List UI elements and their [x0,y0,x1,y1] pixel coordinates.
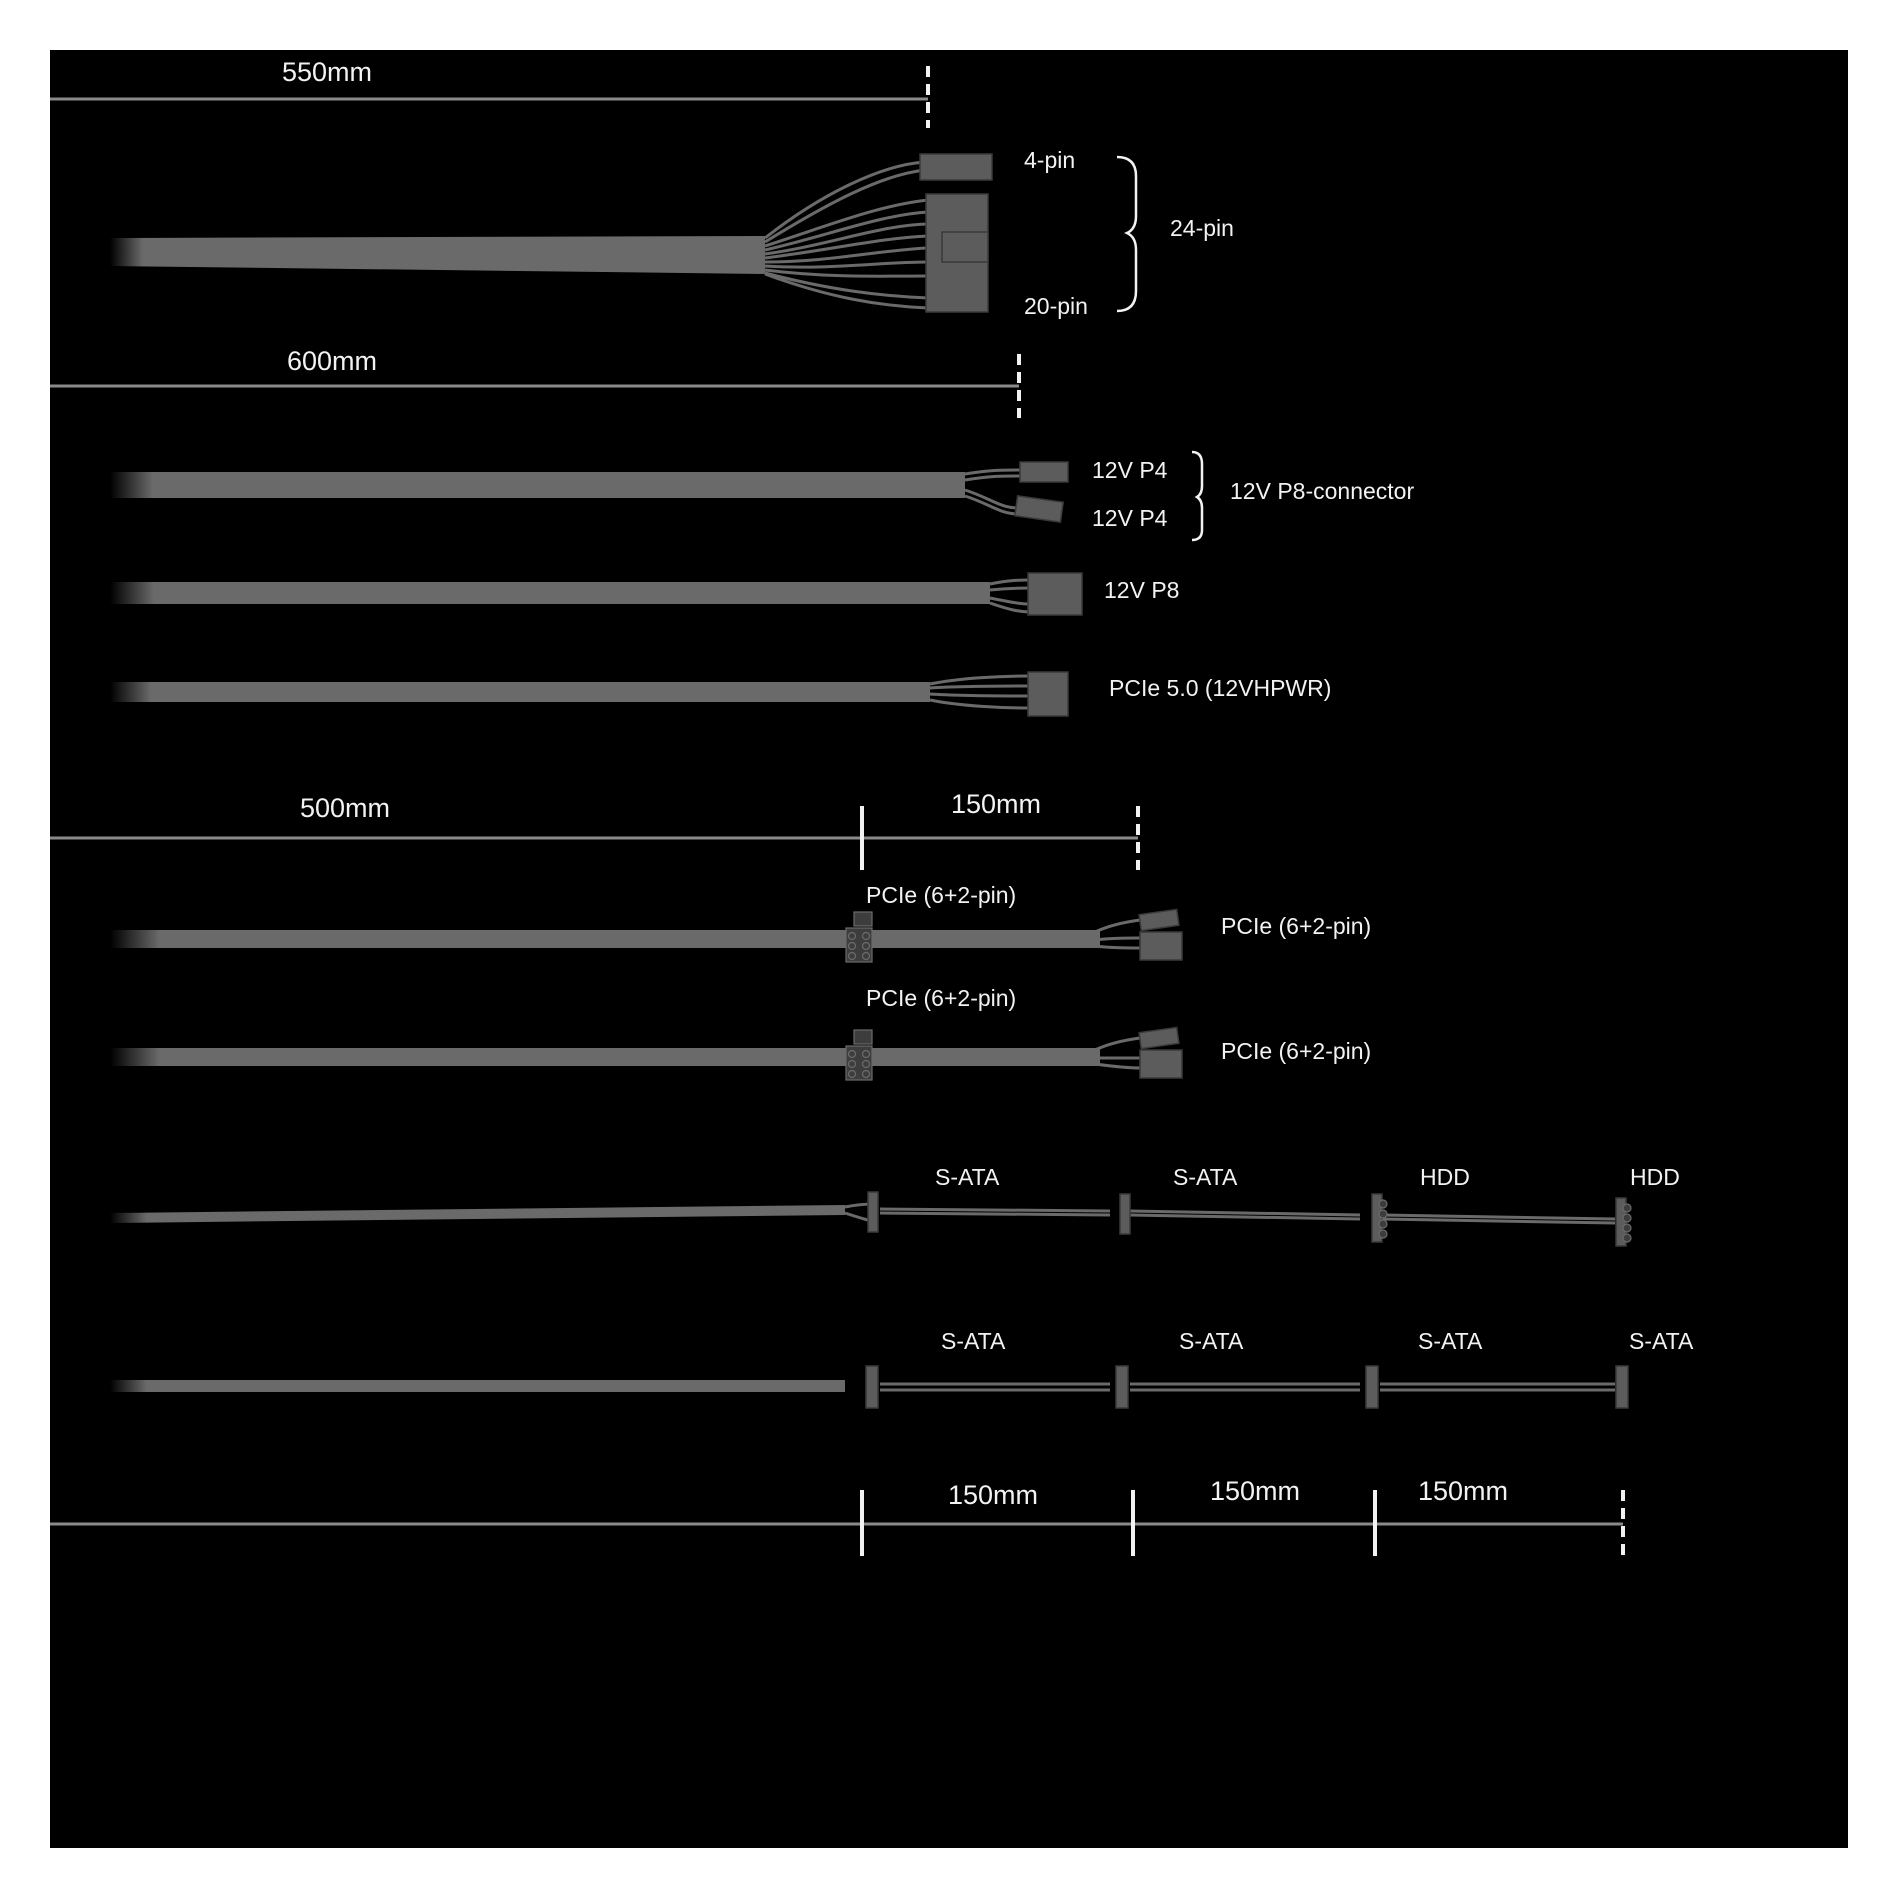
peripheral-cable1-sata-connector-1 [868,1192,878,1232]
p8-connector-group-label: 12V P8-connector [1230,478,1415,504]
peripheral-cable1-group [110,1164,1680,1246]
p4-connector-b [1015,496,1063,522]
atx-4pin-label: 4-pin [1024,147,1076,173]
pcie-cable1-last-label: PCIe (6+2-pin) [1221,913,1372,939]
p4-cable-sleeve [110,472,965,498]
pcie5-cable-sleeve [110,682,930,702]
p8-cable-sleeve [110,582,990,604]
pcie-length-label: 500mm [300,793,391,823]
pcie-cable2-end-connector-2pin [1139,1027,1179,1048]
peripheral-cable1-sata-connector-2 [1120,1194,1130,1234]
atx-24pin-label: 24-pin [1170,215,1234,241]
atx-4pin-connector [920,154,992,180]
atx-20pin-label: 20-pin [1024,293,1088,319]
peripheral-cable1-segments [845,1204,1615,1223]
p4-a-label: 12V P4 [1092,457,1168,483]
pcie-cable1-sleeve [110,930,1100,948]
p8-label: 12V P8 [1104,577,1180,603]
pcie-cable2-mid-connector [846,1030,872,1080]
peripheral-cable1-hdd-connector-1 [1372,1194,1387,1242]
pcie-cable1-mid-connector [846,912,872,962]
atx-24pin-brace [1117,157,1136,311]
p4-b-label: 12V P4 [1092,505,1168,531]
atx-20pin-latch [942,232,988,262]
pcie-cable2-sleeve [110,1048,1100,1066]
p8-cable-wires [990,580,1030,612]
pcie5-cable-wires [930,676,1030,708]
peripheral-cable1-label-3: HDD [1420,1164,1470,1190]
pcie-cables-group [50,789,1371,1080]
peripheral-cable1-label-4: HDD [1630,1164,1680,1190]
pcie-cable2-end-connector-6pin [1140,1050,1182,1078]
p4-cable-wires [965,470,1020,514]
p8-connector-brace [1192,452,1202,540]
cpu-cables-group [50,346,1414,716]
atx-cable-wires [765,162,928,308]
peripheral-segment-label-1: 150mm [948,1480,1039,1510]
peripheral-cable1-hdd-connector-2 [1616,1198,1631,1246]
peripheral-cable2-sleeve [110,1380,845,1392]
peripheral-cable2-label-4: S-ATA [1629,1328,1694,1354]
pcie-cable1-end-connector-2pin [1139,909,1179,930]
peripheral-cable2-label-3: S-ATA [1418,1328,1483,1354]
cpu-length-label: 600mm [287,346,378,376]
pcie-cable2-last-label: PCIe (6+2-pin) [1221,1038,1372,1064]
pcie5-connector [1028,672,1068,716]
p4-connector-a [1020,462,1068,482]
pcie-cable2-first-label: PCIe (6+2-pin) [866,985,1017,1011]
pcie-cable1-end-connector-6pin [1140,932,1182,960]
peripheral-cable1-label-2: S-ATA [1173,1164,1238,1190]
peripheral-segment-label-3: 150mm [1418,1476,1509,1506]
peripheral-cable2-label-1: S-ATA [941,1328,1006,1354]
peripheral-segment-label-2: 150mm [1210,1476,1301,1506]
pcie-cable1-first-label: PCIe (6+2-pin) [866,882,1017,908]
atx-cable-group [50,57,1234,319]
peripheral-cable1-label-1: S-ATA [935,1164,1000,1190]
peripheral-cable2-sata-connector-3 [1366,1366,1378,1408]
peripheral-cable2-sata-connector-1 [866,1366,878,1408]
pcie-cable2-end-wires [1095,1038,1140,1068]
atx-cable-sleeve [110,236,765,274]
p8-connector [1028,573,1082,615]
peripheral-cable2-segments [880,1384,1615,1390]
atx-length-label: 550mm [282,57,373,87]
pcie-segment-label: 150mm [951,789,1042,819]
peripheral-cable2-sata-connector-2 [1116,1366,1128,1408]
peripheral-cable2-label-2: S-ATA [1179,1328,1244,1354]
peripheral-cable1-sleeve [110,1205,845,1223]
peripheral-cable2-group [110,1328,1694,1408]
peripheral-dimension-group [50,1476,1623,1556]
peripheral-cable2-sata-connector-4 [1616,1366,1628,1408]
pcie5-label: PCIe 5.0 (12VHPWR) [1109,675,1332,701]
pcie-cable1-end-wires [1095,920,1140,948]
